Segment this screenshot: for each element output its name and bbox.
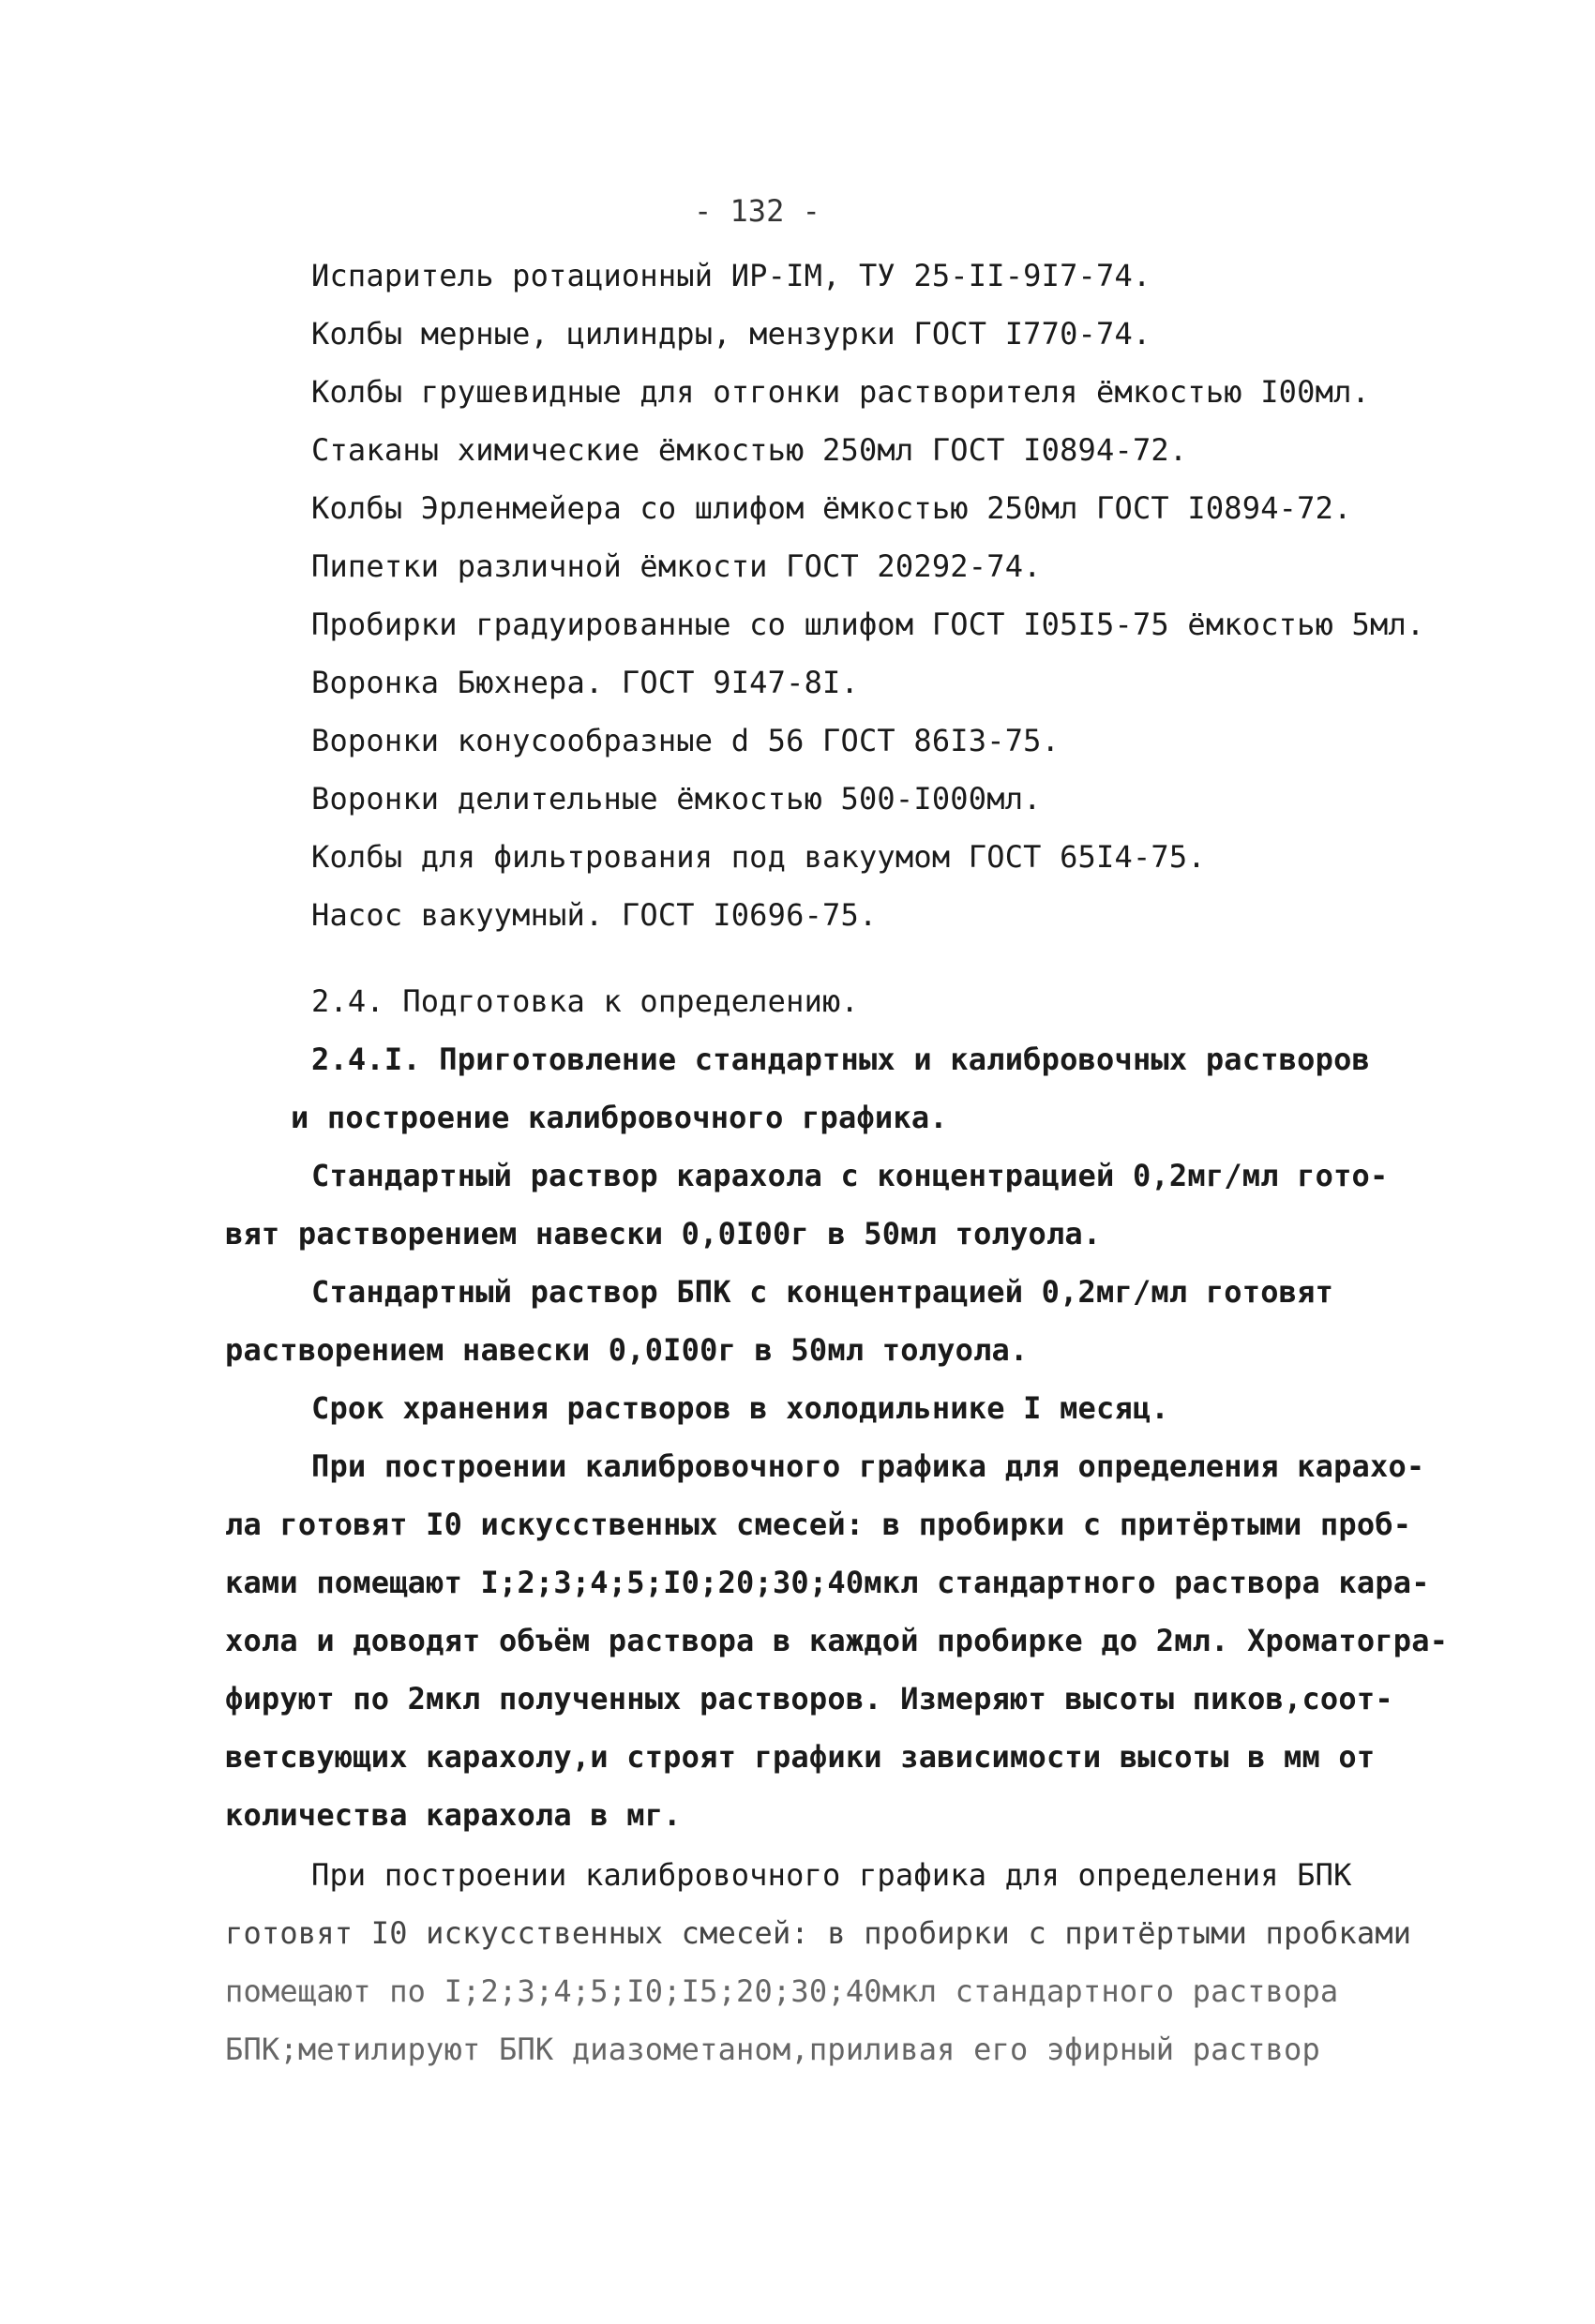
paragraph-line: При построении калибровочного графика для определения БПК <box>311 1857 1352 1893</box>
equipment-item: Колбы грушевидные для отгонки растворителя ёмкостью I00мл. <box>311 374 1371 410</box>
paragraph-line: фируют по 2мкл полученных растворов. Измеряют высоты пиков,соот- <box>225 1681 1393 1717</box>
paragraph-line: Стандартный раствор БПК с концентрацией 0,2мг/мл готовят <box>311 1274 1334 1310</box>
paragraph-line: Стандартный раствор карахола с концентрацией 0,2мг/мл гото- <box>311 1158 1389 1193</box>
subsection-heading-continued: и построение калибровочного графика. <box>291 1100 948 1135</box>
paragraph-line: ла готовят I0 искусственных смесей: в пробирки с притёртыми проб- <box>225 1507 1412 1542</box>
page-number: - 132 - <box>694 193 820 229</box>
equipment-item: Воронка Бюхнера. ГОСТ 9I47-8I. <box>311 665 859 700</box>
equipment-item: Пробирки градуированные со шлифом ГОСТ I05I5-75 ёмкостью 5мл. <box>311 607 1425 642</box>
equipment-item: Испаритель ротационный ИР-IМ, ТУ 25-II-9I7-74. <box>311 258 1151 293</box>
paragraph-line: хола и доводят объём раствора в каждой пробирке до 2мл. Хроматогра- <box>225 1623 1449 1658</box>
equipment-item: Колбы мерные, цилиндры, мензурки ГОСТ I770-74. <box>311 316 1151 352</box>
paragraph-line: количества карахола в мг. <box>225 1797 682 1833</box>
paragraph-line: Срок хранения растворов в холодильнике I месяц. <box>311 1390 1169 1426</box>
subsection-heading: 2.4.I. Приготовление стандартных и калибровочных растворов <box>311 1042 1371 1077</box>
paragraph-line: вят растворением навески 0,0I00г в 50мл толуола. <box>225 1216 1102 1252</box>
equipment-item: Колбы для фильтрования под вакуумом ГОСТ 65I4-75. <box>311 839 1206 875</box>
equipment-item: Насос вакуумный. ГОСТ I0696-75. <box>311 897 878 933</box>
paragraph-line: растворением навески 0,0I00г в 50мл толуола. <box>225 1332 1029 1368</box>
paragraph-line: готовят I0 искусственных смесей: в пробирки с притёртыми пробками <box>225 1915 1412 1951</box>
paragraph-line: ветсвующих карахолу,и строят графики зависимости высоты в мм от <box>225 1739 1376 1775</box>
equipment-item: Пипетки различной ёмкости ГОСТ 20292-74. <box>311 548 1042 584</box>
paragraph-line: ками помещают I;2;3;4;5;I0;20;30;40мкл стандартного раствора кара- <box>225 1565 1430 1600</box>
paragraph-line: БПК;метилируют БПК диазометаном,приливая его эфирный раствор <box>225 2032 1320 2067</box>
equipment-item: Колбы Эрленмейера со шлифом ёмкостью 250мл ГОСТ I0894-72. <box>311 490 1352 526</box>
equipment-item: Воронки делительные ёмкостью 500-I000мл. <box>311 781 1042 817</box>
section-heading: 2.4. Подготовка к определению. <box>311 983 859 1019</box>
equipment-item: Стаканы химические ёмкостью 250мл ГОСТ I0894-72. <box>311 432 1188 468</box>
paragraph-line: помещают по I;2;3;4;5;I0;I5;20;30;40мкл стандартного раствора <box>225 1973 1339 2009</box>
paragraph-line: При построении калибровочного графика для определения карахо- <box>311 1448 1425 1484</box>
equipment-item: Воронки конусообразные d 56 ГОСТ 86I3-75. <box>311 723 1061 758</box>
